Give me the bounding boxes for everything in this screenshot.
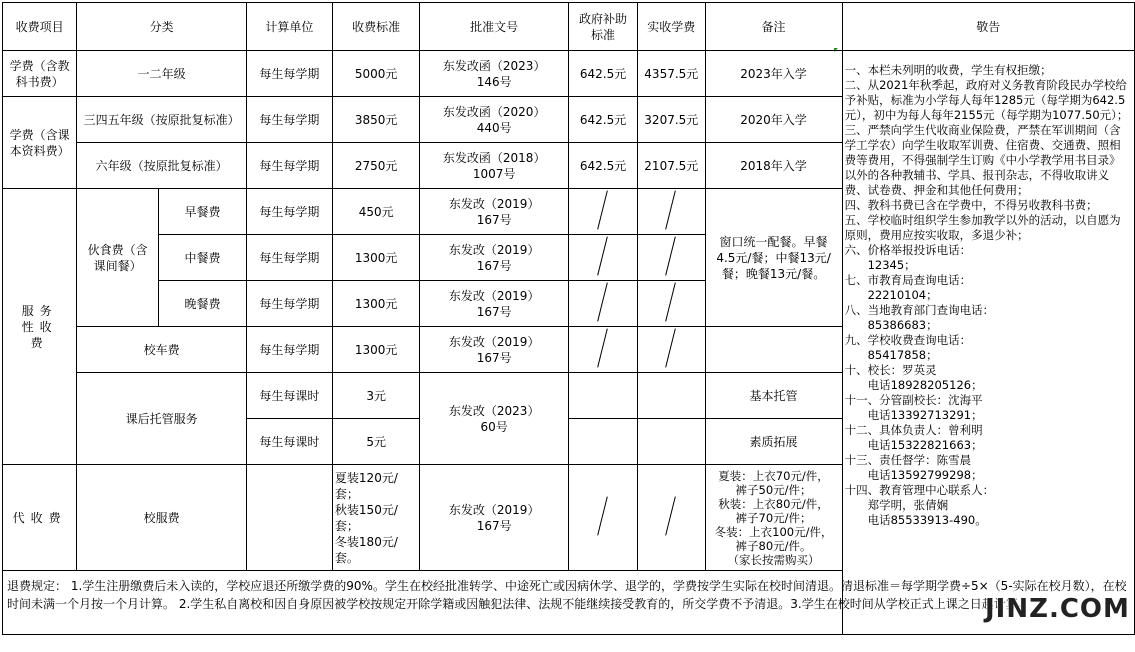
category-cell: 课后托管服务	[77, 373, 247, 465]
slash-mark	[598, 236, 608, 276]
notice-line: 电话85533913-490。	[844, 513, 987, 527]
uniform-remark-line: 夏装：上衣70元/件，	[718, 468, 829, 483]
uniform-remark-line: 冬装：上衣100元/件，	[714, 524, 833, 539]
approval-cell: 东发改（2019）167号	[420, 189, 569, 235]
remark-cell: 素质拓展	[705, 419, 842, 465]
item-cell: 代收费	[3, 465, 77, 571]
uniform-standard-line: 夏装120元/套；	[334, 470, 398, 501]
notice-line: 十一、分管副校长：沈海平	[844, 393, 983, 407]
subsidy-cell	[568, 189, 637, 235]
unit-cell: 每生每学期	[246, 97, 332, 143]
notice-list	[845, 63, 1132, 528]
unit-cell: 每生每学期	[246, 327, 332, 373]
uniform-remark-line: 裤子50元/件；	[735, 482, 812, 497]
meal-remark-cell: 窗口统一配餐。早餐4.5元/餐；中餐13元/餐；晚餐13元/餐。	[705, 189, 842, 327]
refund-rules-row	[3, 571, 1135, 635]
standard-cell: 1300元	[332, 281, 419, 327]
uniform-standard-line: 冬装180元/套。	[334, 534, 398, 565]
actual-cell	[638, 327, 705, 373]
actual-cell	[638, 189, 705, 235]
remark-cell: 2020年入学	[705, 97, 842, 143]
slash-mark	[598, 190, 608, 230]
subsidy-cell: 642.5元	[568, 143, 637, 189]
actual-cell: 2107.5元	[638, 143, 705, 189]
notice-line: 二、从2021年秋季起，政府对义务教育阶段民办学校给予补贴，标准为小学每人每年1285元（每学期为642.5元），初中为每人每年2155元（每学期为1077.50元）；	[844, 78, 1129, 122]
subsidy-cell: 642.5元	[568, 51, 637, 97]
notice-line: 六、价格举报投诉电话：	[844, 243, 972, 257]
unit-cell: 每生每学期	[246, 143, 332, 189]
notice-line: 十二、具体负责人：曾利明	[844, 423, 983, 437]
item-cell: 服务性收费	[3, 189, 77, 465]
standard-cell: 2750元	[332, 143, 419, 189]
standard-cell: 5元	[332, 419, 419, 465]
actual-cell	[638, 465, 705, 571]
slash-mark	[666, 236, 676, 276]
actual-cell	[638, 235, 705, 281]
uniform-standard-line: 秋装150元/套；	[334, 502, 398, 533]
approval-cell: 东发改（2019）167号	[420, 281, 569, 327]
header-unit: 计算单位	[246, 3, 332, 51]
actual-cell	[638, 281, 705, 327]
notice-line: 十三、责任督学：陈雪晨	[844, 453, 972, 467]
watermark: JINZ.COM	[985, 594, 1130, 624]
uniform-remark-line: 秋装：上衣80元/件，	[718, 496, 829, 511]
remark-cell: 基本托管	[705, 373, 842, 419]
header-remark: 备注	[705, 3, 842, 51]
slash-mark	[598, 496, 608, 536]
unit-cell: 每生每学期	[246, 281, 332, 327]
notice-line: 电话13392713291；	[844, 408, 983, 422]
approval-cell: 东发改（2023）60号	[420, 373, 569, 465]
standard-cell: 1300元	[332, 327, 419, 373]
fee-table	[2, 2, 1135, 635]
approval-cell: 东发改（2019）167号	[420, 235, 569, 281]
header-standard: 收费标准	[332, 3, 419, 51]
item-cell: 学费（含课本资料费）	[3, 97, 77, 189]
notice-line: 郑学明，张倩娴	[844, 498, 949, 512]
meal-group-cell: 伙食费（含课间餐）	[77, 189, 159, 327]
approval-cell: 东发改（2019）167号	[420, 465, 569, 571]
subsidy-cell	[568, 373, 637, 419]
approval-cell: 东发改（2019）167号	[420, 327, 569, 373]
meal-name-cell: 晚餐费	[159, 281, 247, 327]
category-cell: 一二年级	[77, 51, 247, 97]
header-category: 分类	[77, 3, 247, 51]
slash-mark	[598, 282, 608, 322]
approval-cell: 东发改函（2023）146号	[420, 51, 569, 97]
slash-mark	[666, 190, 676, 230]
subsidy-cell	[568, 327, 637, 373]
notice-line: 七、市教育局查询电话：	[844, 273, 972, 287]
header-item: 收费项目	[3, 3, 77, 51]
meal-name-cell: 中餐费	[159, 235, 247, 281]
category-cell: 校车费	[77, 327, 247, 373]
standard-cell: 3元	[332, 373, 419, 419]
standard-cell	[332, 465, 419, 571]
approval-cell: 东发改函（2018）1007号	[420, 143, 569, 189]
unit-cell: 每生每学期	[246, 51, 332, 97]
header-subsidy: 政府补助标准	[568, 3, 637, 51]
slash-mark	[666, 496, 676, 536]
header-notice: 敬告	[842, 3, 1134, 51]
uniform-standard	[335, 470, 417, 566]
notice-line: 85386683；	[844, 318, 938, 332]
approval-cell: 东发改函（2020）440号	[420, 97, 569, 143]
notice-line: 一、本栏未列明的收费，学生有权拒缴；	[844, 63, 1052, 77]
notice-line: 五、学校临时组织学生参加教学以外的活动，以自愿为原则，费用应按实收取，多退少补；	[844, 213, 1121, 242]
slash-mark	[598, 328, 608, 368]
subsidy-cell	[568, 465, 637, 571]
header-row	[3, 3, 1135, 51]
subsidy-cell: 642.5元	[568, 97, 637, 143]
notice-line: 电话13592799298；	[844, 468, 983, 482]
notice-line: 12345；	[844, 258, 916, 272]
unit-cell: 每生每课时	[246, 373, 332, 419]
header-actual: 实收学费	[638, 3, 705, 51]
uniform-remark-line: （家长按需购买）	[727, 552, 820, 567]
slash-mark	[666, 328, 676, 368]
slash-mark	[666, 282, 676, 322]
refund-rules: 退费规定： 1.学生注册缴费后未入读的，学校应退还所缴学费的90%。学生在校经批准转学、中途死亡或因病休学、退学的，学费按学生实际在校时间清退。清退标准＝每学期学费÷5×（5-实际在校月数），在校时间未满一个月按一个月计算。 2.学生私自离校和因自身原因被学校按规定开除学籍或因触犯法律、法规不能继续接受教育的，所交学费不予清退。3.学生在校时间从学校正式上课之日起计算。	[3, 571, 1135, 635]
subsidy-cell	[568, 235, 637, 281]
notice-line: 电话18928205126；	[844, 378, 983, 392]
notice-line: 十四、教育管理中心联系人：	[844, 483, 995, 497]
subsidy-cell	[568, 281, 637, 327]
standard-cell: 5000元	[332, 51, 419, 97]
actual-cell: 3207.5元	[638, 97, 705, 143]
category-cell: 校服费	[77, 465, 247, 571]
standard-cell: 3850元	[332, 97, 419, 143]
category-cell: 三四五年级（按原批复标准）	[77, 97, 247, 143]
notice-line: 八、当地教育部门查询电话：	[844, 303, 995, 317]
notice-line: 四、教科书费已含在学费中，不得另收教科书费；	[844, 198, 1098, 212]
header-approval: 批准文号	[420, 3, 569, 51]
unit-cell: 每生每学期	[246, 235, 332, 281]
notice-line: 22210104；	[844, 288, 938, 302]
remark-cell: 2023年入学	[705, 51, 842, 97]
remark-cell	[705, 327, 842, 373]
standard-cell: 1300元	[332, 235, 419, 281]
category-cell: 六年级（按原批复标准）	[77, 143, 247, 189]
meal-name-cell: 早餐费	[159, 189, 247, 235]
notice-panel	[842, 51, 1134, 635]
notice-line: 九、学校收费查询电话：	[844, 333, 972, 347]
uniform-remark-line: 裤子80元/件。	[735, 538, 812, 553]
actual-cell	[638, 419, 705, 465]
notice-line: 十、校长：罗英灵	[844, 363, 937, 377]
actual-cell: 4357.5元	[638, 51, 705, 97]
actual-cell	[638, 373, 705, 419]
notice-line: 85417858；	[844, 348, 938, 362]
notice-line: 电话15322821663；	[844, 438, 983, 452]
subsidy-cell	[568, 419, 637, 465]
unit-cell: 每生每学期	[246, 189, 332, 235]
remark-cell: 2018年入学	[705, 143, 842, 189]
item-cell: 学费（含教科书费）	[3, 51, 77, 97]
standard-cell: 450元	[332, 189, 419, 235]
remark-cell	[705, 465, 842, 571]
table-row	[3, 51, 1135, 97]
unit-cell	[246, 465, 332, 571]
notice-line: 三、严禁向学生代收商业保险费，严禁在军训期间（含学工学农）向学生收取军训费、住宿费、交通费、照相费等费用，不得强制学生订购《中小学教学用书目录》以外的各种教辅书、学具、报刊杂志，不得收取讲义费、试卷费、押金和其他任何费用；	[844, 123, 1121, 197]
unit-cell: 每生每课时	[246, 419, 332, 465]
uniform-remark-line: 裤子70元/件；	[735, 510, 812, 525]
